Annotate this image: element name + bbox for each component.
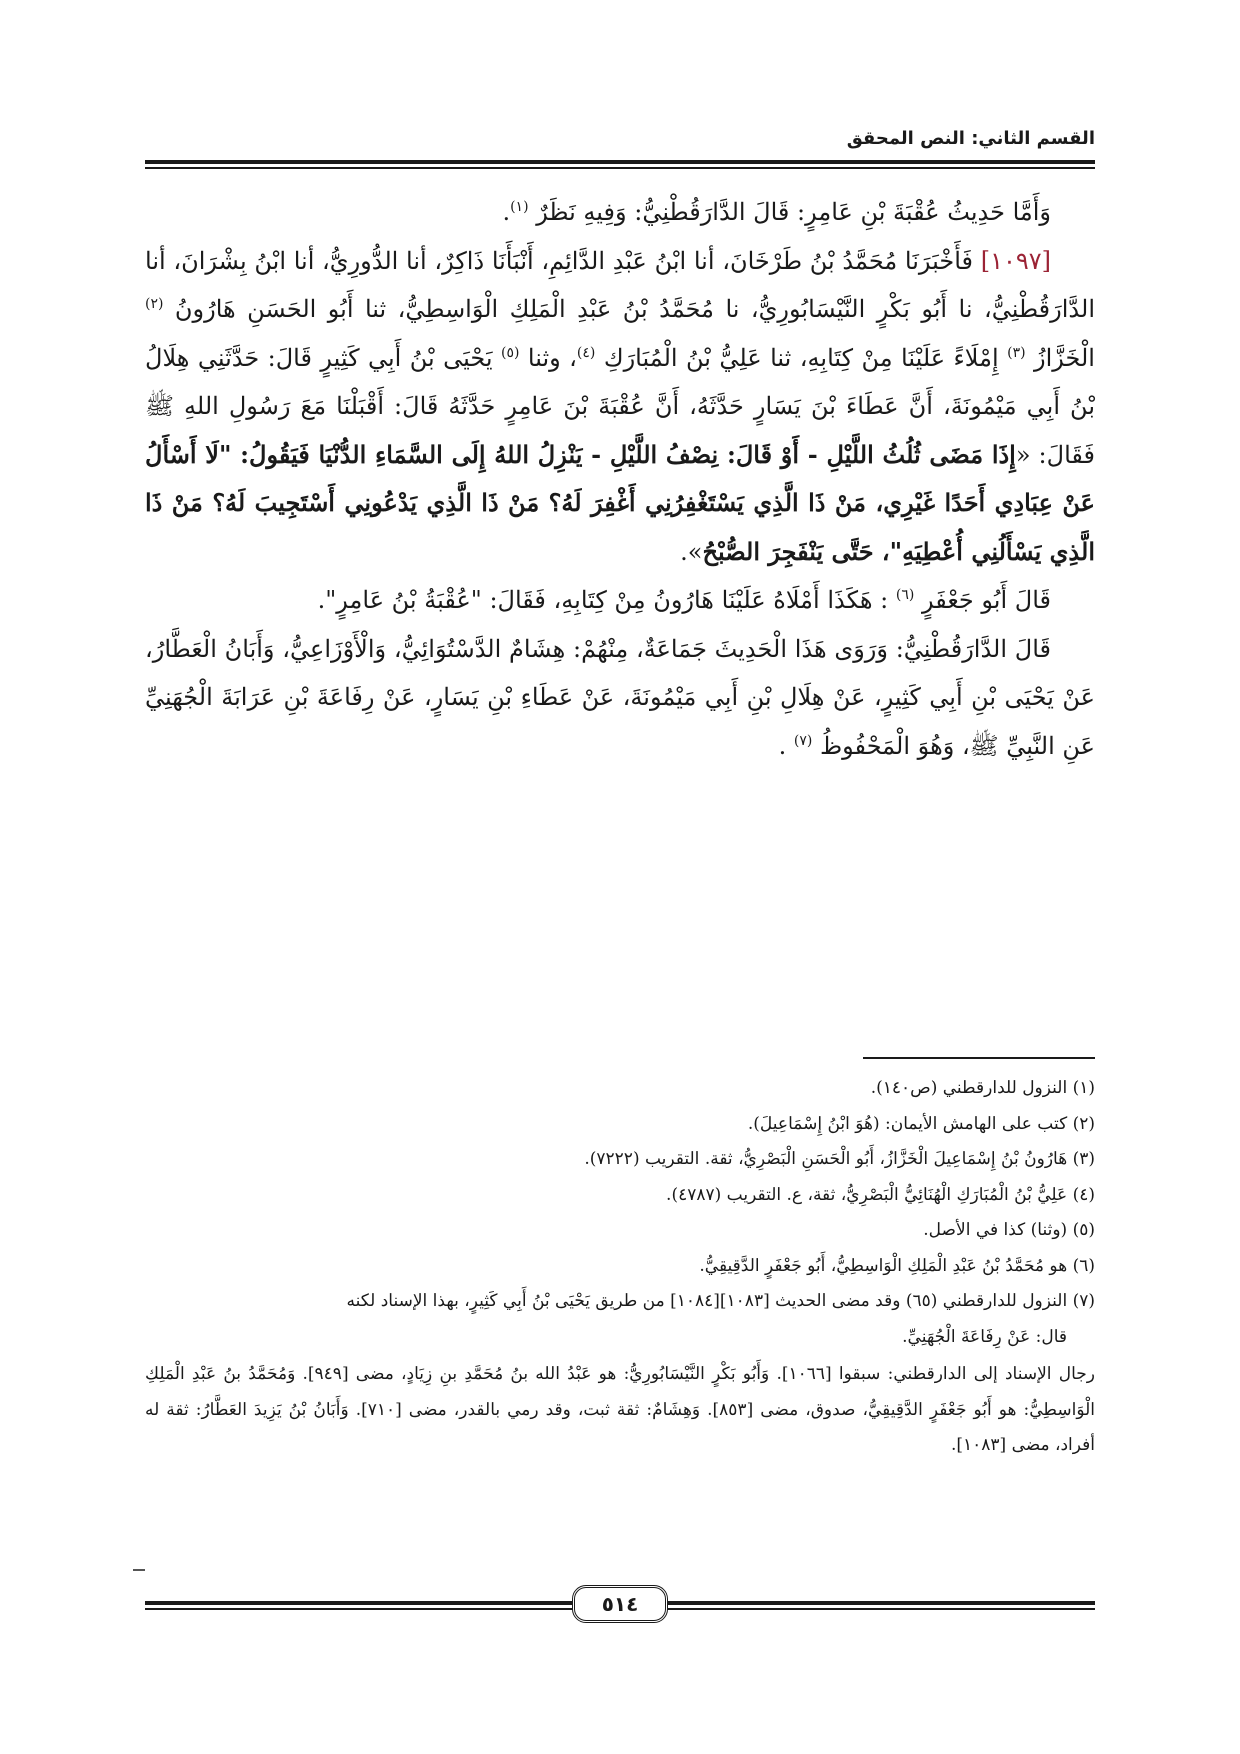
footnote-marker[interactable]: (٤)	[576, 344, 596, 361]
running-header: القسم الثاني: النص المحقق	[846, 128, 1095, 149]
footnote-marker[interactable]: (٥)	[500, 344, 520, 361]
hadith-matn: إِذَا مَضَى ثُلُثُ اللَّيْلِ - أَوْ قَالَ: نِصْفُ اللَّيْلِ - يَنْزِلُ اللهُ إِلَى السَّمَاءِ الدُّنْيَا فَيَقُولُ: "لَا أَسْأَلُ عَنْ عِبَادِي أَحَدًا غَيْرِي، مَنْ ذَا الَّذِي يَسْتَغْفِرُنِي أَغْفِرَ لَهُ؟ مَنْ ذَا الَّذِي يَدْعُونِي أَسْتَجِيبَ لَهُ؟ مَنْ ذَا الَّذِي يَسْأَلُنِي أُعْطِيَهِ"، حَتَّى يَنْفَجِرَ الصُّبْحُ	[145, 439, 1095, 566]
footnote-7-continuation: قال: عَنْ رِفَاعَةَ الْجُهَنِيِّ.	[902, 1326, 1067, 1347]
paragraph-4: قَالَ الدَّارَقُطْنِيُّ: وَرَوَى هَذَا الْحَدِيثَ جَمَاعَةٌ، مِنْهُمْ: هِشَامٌ الدَّسْتُوَائِيُّ، وَالْأَوْزَاعِيُّ، وَأَبَانُ الْعَطَّارُ، عَنْ يَحْيَى بْنِ أَبِي كَثِيرٍ، عَنْ هِلَالِ بْنِ أَبِي مَيْمُونَةَ، عَنْ عَطَاءِ بْنِ يَسَارٍ، عَنْ رِفَاعَةَ بْنِ عَرَابَةَ الْجُهَنِيِّ عَنِ النَّبِيِّ ﷺ، وَهُوَ الْمَحْفُوظُ $^{(٧)}$ .	[145, 634, 1095, 760]
footnote-marker[interactable]: (١)	[510, 199, 529, 215]
footnote-separator	[863, 1057, 1095, 1059]
paragraph-1: وَأَمَّا حَدِيثُ عُقْبَةَ بْنِ عَامِرٍ: قَالَ الدَّارَقُطْنِيُّ: وَفِيهِ نَظَرٌ $^{(١)}$.	[502, 198, 1051, 226]
page-number: ٥١٤	[572, 1585, 668, 1623]
footnote-3: (٣) هَارُونُ بْنُ إِسْمَاعِيلَ الْخَزَّازُ، أَبُو الْحَسَنِ الْبَصْرِيُّ، ثقة. التقريب (٧٢٢٢).	[584, 1149, 1095, 1169]
main-text	[145, 188, 1095, 770]
footnote-6: (٦) هو مُحَمَّدُ بْنُ عَبْدِ الْمَلِكِ الْوَاسِطِيُّ، أَبُو جَعْفَرٍ الدَّقِيقِيُّ.	[699, 1255, 1095, 1276]
footnote-7: (٧) النزول للدارقطني (٦٥) وقد مضى الحديث [١٠٨٣][١٠٨٤] من طريق يَحْيَى بْنُ أَبِي كَثِيرٍ، بهذا الإسناد لكنه	[346, 1291, 1095, 1311]
footnote-2: (٢) كتب على الهامش الأيمان: (هُوَ ابْنُ إِسْمَاعِيلَ).	[747, 1113, 1095, 1134]
footnote-1: (١) النزول للدارقطني (ص١٤٠).	[870, 1078, 1095, 1098]
footnotes	[145, 1071, 1095, 1464]
footnote-marker[interactable]: (٦)	[895, 587, 915, 603]
header-rule-thin	[145, 167, 1095, 169]
footnote-narrators: رجال الإسناد إلى الدارقطني: سبقوا [١٠٦٦]. وَأَبُو بَكْرٍ النَّيْسَابُورِيُّ: هو عَبْدُ الله بنُ مُحَمَّدِ بنِ زِيَادٍ، مضى [٩٤٩]. وَمُحَمَّدُ بنُ عَبْدِ الْمَلِكِ الْوَاسِطِيُّ: هو أَبُو جَعْفَرٍ الدَّقِيقِيُّ، صدوق، مضى [٨٥٣]. وَهِشَامٌ: ثقة ثبت، وقد رمي بالقدر، مضى [٧١٠]. وَأَبَانُ بْنُ يَزِيدَ العَطَّارُ: ثقة له أفراد، مضى [١٠٨٣].	[145, 1364, 1096, 1455]
hadith-number: [١٠٩٧]	[980, 246, 1051, 275]
paragraph-3: قَالَ أَبُو جَعْفَرٍ $^{(٦)}$ : هَكَذَا أَمْلَاهُ عَلَيْنَا هَارُونُ مِنْ كِتَابِهِ، فَقَالَ: "عُقْبَةُ بْنُ عَامِرٍ".	[317, 586, 1051, 614]
footnote-4: (٤) عَلِيُّ بْنُ الْمُبَارَكِ الْهُنَائِيُّ الْبَصْرِيُّ، ثقة، ع. التقريب (٤٧٨٧).	[666, 1184, 1095, 1205]
footnote-marker[interactable]: (٢)	[145, 296, 164, 312]
paragraph-hadith: [١٠٩٧] فَأَخْبَرَنَا مُحَمَّدُ بْنُ طَرْخَانَ، أنا ابْنُ عَبْدِ الدَّائِمِ، أَنْبَأَنَا ذَاكِرٌ، أنا الدُّورِيُّ، أنا ابْنُ بِشْرَانَ، أنا الدَّارَقُطْنِيُّ، نا أَبُو بَكْرٍ النَّيْسَابُورِيُّ، نا مُحَمَّدُ بْنُ عَبْدِ الْمَلِكِ الْوَاسِطِيُّ، ثنا أَبُو الحَسَنِ هَارُونُ $^{(٢)}$ الْخَزَّازُ $^{(٣)}$ إِمْلَاءً عَلَيْنَا مِنْ كِتَابِهِ، ثنا عَلِيُّ بْنُ الْمُبَارَكِ $^{(٤)}$، وثنا $^{(٥)}$ يَحْيَى بْنُ أَبِي كَثِيرٍ قَالَ: حَدَّثَنِي هِلَالُ بْنُ أَبِي مَيْمُونَةَ، أَنَّ عَطَاءَ بْنَ يَسَارٍ حَدَّثَهُ، أَنَّ عُقْبَةَ بْنَ عَامِرٍ حَدَّثَهُ قَالَ: أَقْبَلْنَا مَعَ رَسُولِ اللهِ ﷺ فَقَالَ: «إِذَا مَضَى ثُلُثُ اللَّيْلِ - أَوْ قَالَ: نِصْفُ اللَّيْلِ - يَنْزِلُ اللهُ إِلَى السَّمَاءِ الدُّنْيَا فَيَقُولُ: "لَا أَسْأَلُ عَنْ عِبَادِي أَحَدًا غَيْرِي، مَنْ ذَا الَّذِي يَسْتَغْفِرُنِي أَغْفِرَ لَهُ؟ مَنْ ذَا الَّذِي يَدْعُونِي أَسْتَجِيبَ لَهُ؟ مَنْ ذَا الَّذِي يَسْأَلُنِي أُعْطِيَهِ"، حَتَّى يَنْفَجِرَ الصُّبْحُ».	[145, 246, 1095, 566]
footnote-marker[interactable]: (٧)	[793, 732, 813, 749]
small-dash	[133, 1569, 145, 1571]
footnote-5: (٥) (وثنا) كذا في الأصل.	[923, 1220, 1095, 1240]
footnote-marker[interactable]: (٣)	[1007, 344, 1026, 361]
header-rule-thick	[145, 160, 1095, 164]
